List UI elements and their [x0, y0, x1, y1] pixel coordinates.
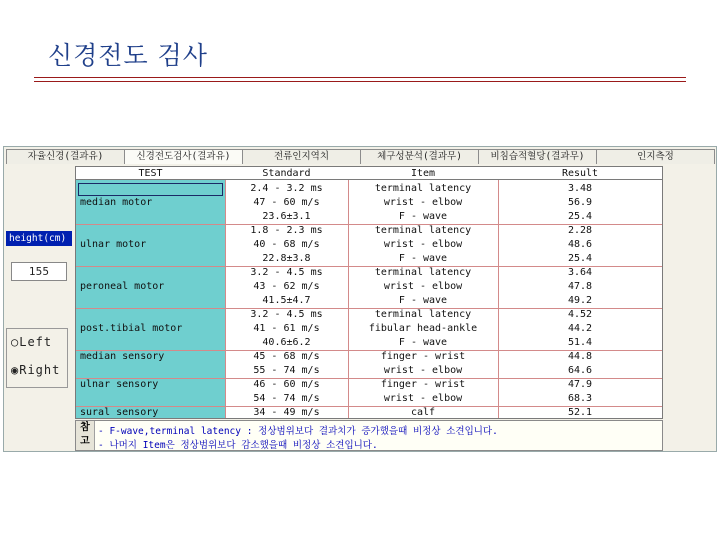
title-rule — [34, 77, 686, 82]
cell-item: calf — [410, 407, 436, 418]
cell-standard: 3.2 - 4.5 ms — [250, 267, 323, 278]
tab-noninvasive-glucose[interactable]: 비침습적혈당(결과무) — [478, 149, 597, 164]
cell-standard: 55 - 74 m/s — [253, 365, 320, 376]
note-line-1: - F-wave,terminal latency : 정상범위보다 결과치가 증가했을때 비정상 소견입니다. — [98, 426, 498, 437]
tab-autonomic[interactable]: 자율신경(결과유) — [6, 149, 125, 164]
cell-standard: 41 - 61 m/s — [253, 323, 320, 334]
cell-result: 68.3 — [567, 393, 593, 404]
cell-standard: 22.8±3.8 — [262, 253, 311, 264]
cell-test: sural sensory — [80, 407, 159, 418]
note-label: 참고 — [76, 421, 95, 450]
side-radio-group — [6, 328, 68, 388]
cell-result: 52.1 — [567, 407, 593, 418]
height-label: height(cm) — [6, 231, 72, 246]
cell-item: terminal latency — [374, 309, 472, 320]
cell-item: F - wave — [398, 211, 448, 222]
cell-standard: 40.6±6.2 — [262, 337, 311, 348]
cell-standard: 3.2 - 4.5 ms — [250, 309, 323, 320]
cell-item: fibular head-ankle — [368, 323, 478, 334]
cell-test: median sensory — [80, 351, 165, 362]
cell-result: 47.8 — [567, 281, 593, 292]
cell-result: 4.52 — [567, 309, 593, 320]
cell-standard: 47 - 60 m/s — [253, 197, 320, 208]
cell-item: F - wave — [398, 253, 448, 264]
tab-current-perception[interactable]: 전류인지역치 — [242, 149, 361, 164]
selected-cell[interactable] — [78, 183, 223, 196]
tab-cognitive[interactable]: 인지측정 — [596, 149, 715, 164]
cell-item: terminal latency — [374, 183, 472, 194]
cell-result: 64.6 — [567, 365, 593, 376]
cell-item: wrist - elbow — [383, 197, 463, 208]
cell-result: 44.2 — [567, 323, 593, 334]
cell-result: 3.48 — [567, 183, 593, 194]
cell-standard: 43 - 62 m/s — [253, 281, 320, 292]
header-result: Result — [498, 167, 662, 180]
cell-result: 47.9 — [567, 379, 593, 390]
cell-result: 2.28 — [567, 225, 593, 236]
cell-item: wrist - elbow — [383, 281, 463, 292]
cell-result: 25.4 — [567, 253, 593, 264]
cell-test: post.tibial motor — [80, 323, 183, 334]
cell-test: ulnar motor — [80, 239, 147, 250]
cell-item: wrist - elbow — [383, 239, 463, 250]
note-box — [75, 420, 663, 451]
cell-result: 48.6 — [567, 239, 593, 250]
height-input[interactable]: 155 — [11, 262, 67, 281]
slide-title: 신경전도 검사 — [48, 41, 208, 70]
tab-body-composition[interactable]: 체구성분석(결과무) — [360, 149, 479, 164]
cell-test: ulnar sensory — [80, 379, 159, 390]
cell-standard: 1.8 - 2.3 ms — [250, 225, 323, 236]
results-grid — [75, 166, 663, 419]
app-screenshot — [3, 146, 717, 452]
cell-item: finger - wrist — [380, 379, 466, 390]
cell-standard: 23.6±3.1 — [262, 211, 311, 222]
cell-result: 44.8 — [567, 351, 593, 362]
cell-result: 49.2 — [567, 295, 593, 306]
radio-left[interactable]: ○Left — [11, 335, 53, 349]
cell-item: finger - wrist — [380, 351, 466, 362]
cell-item: terminal latency — [374, 267, 472, 278]
cell-standard: 2.4 - 3.2 ms — [250, 183, 323, 194]
sidebar — [6, 166, 72, 451]
cell-standard: 45 - 68 m/s — [253, 351, 320, 362]
radio-right[interactable]: ◉Right — [11, 363, 61, 377]
cell-test: peroneal motor — [80, 281, 165, 292]
cell-item: F - wave — [398, 295, 448, 306]
cell-result: 51.4 — [567, 337, 593, 348]
header-standard: Standard — [225, 167, 348, 180]
cell-item: wrist - elbow — [383, 365, 463, 376]
cell-standard: 54 - 74 m/s — [253, 393, 320, 404]
cell-item: F - wave — [398, 337, 448, 348]
cell-test: median motor — [80, 197, 153, 208]
cell-result: 3.64 — [567, 267, 593, 278]
cell-standard: 46 - 60 m/s — [253, 379, 320, 390]
cell-standard: 40 - 68 m/s — [253, 239, 320, 250]
tab-nerve-conduction[interactable]: 신경전도검사(결과유) — [124, 149, 243, 164]
cell-standard: 34 - 49 m/s — [253, 407, 320, 418]
header-item: Item — [348, 167, 498, 180]
header-test: TEST — [76, 167, 225, 180]
tab-bar — [6, 149, 714, 164]
cell-item: terminal latency — [374, 225, 472, 236]
cell-item: wrist - elbow — [383, 393, 463, 404]
cell-standard: 41.5±4.7 — [262, 295, 311, 306]
cell-result: 25.4 — [567, 211, 593, 222]
cell-result: 56.9 — [567, 197, 593, 208]
note-line-2: - 나머지 Item은 정상범위보다 감소했을때 비정상 소견입니다. — [98, 440, 378, 451]
